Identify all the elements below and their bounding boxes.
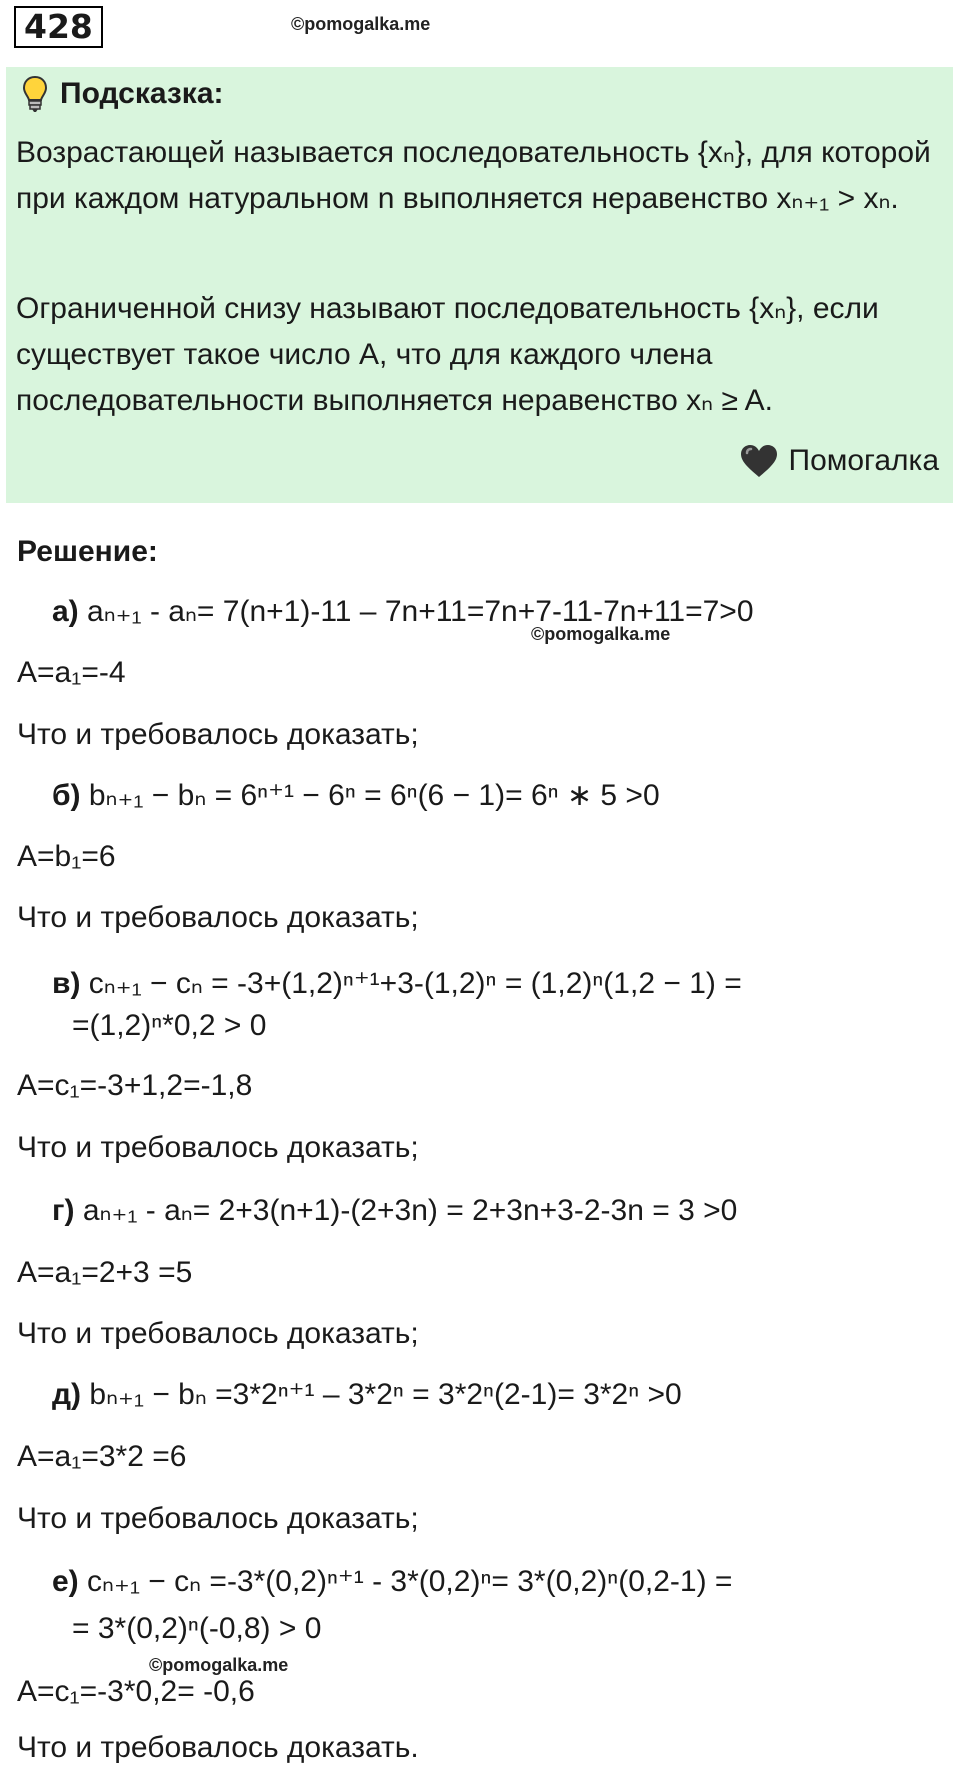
- hint-paragraph-2: Ограниченной снизу называют последовательность {xₙ}, если существует такое число A, что для каждого члена последовательности выполняется неравенство xₙ ≥ A.: [16, 292, 879, 417]
- part-f-bound: A=c₁=-3*0,2= -0,6: [17, 1675, 255, 1708]
- part-b-conclusion: Что и требовалось доказать;: [17, 901, 419, 934]
- hint-title-text: Подсказка:: [60, 77, 224, 110]
- watermark: ©pomogalka.me: [149, 1655, 289, 1675]
- part-f-formula-line1: cₙ₊₁ − cₙ =-3*(0,2)ⁿ⁺¹ - 3*(0,2)ⁿ= 3*(0,2)ⁿ(0,2-1) =: [87, 1565, 733, 1598]
- part-f-expression: [52, 1562, 732, 1602]
- part-d-label: г): [52, 1194, 75, 1227]
- hint-title: [22, 75, 224, 113]
- heart-icon: [739, 443, 779, 479]
- part-c-expression: [52, 964, 742, 1004]
- part-b-expression: [52, 776, 660, 816]
- watermark: ©pomogalka.me: [291, 14, 431, 34]
- part-f-conclusion: Что и требовалось доказать.: [17, 1731, 419, 1764]
- part-b-bound: A=b₁=6: [17, 840, 116, 873]
- part-d-expression: [52, 1191, 737, 1231]
- part-f-formula-line2: = 3*(0,2)ⁿ(-0,8) > 0: [72, 1612, 322, 1645]
- solution-title: Решение:: [17, 535, 158, 568]
- part-b-label: б): [52, 779, 81, 812]
- part-d-conclusion: Что и требовалось доказать;: [17, 1317, 419, 1350]
- part-c-bound: A=c₁=-3+1,2=-1,8: [17, 1069, 253, 1102]
- part-d-formula: aₙ₊₁ - aₙ= 2+3(n+1)-(2+3n) = 2+3n+3-2-3n = 3 >0: [82, 1194, 738, 1227]
- problem-number: 428: [14, 6, 103, 48]
- part-e-conclusion: Что и требовалось доказать;: [17, 1502, 419, 1535]
- hint-paragraph-1: Возрастающей называется последовательность {xₙ}, для которой при каждом натуральном n выполняется неравенство xₙ₊₁ > xₙ.: [16, 136, 931, 215]
- part-b-formula: bₙ₊₁ − bₙ = 6ⁿ⁺¹ − 6ⁿ = 6ⁿ(6 − 1)= 6ⁿ ∗ 5 >0: [88, 779, 660, 812]
- part-a-conclusion: Что и требовалось доказать;: [17, 718, 419, 751]
- part-a-bound: A=a₁=-4: [17, 656, 126, 689]
- part-e-bound: A=a₁=3*2 =6: [17, 1440, 187, 1473]
- part-e-formula: bₙ₊₁ − bₙ =3*2ⁿ⁺¹ – 3*2ⁿ = 3*2ⁿ(2-1)= 3*2ⁿ >0: [89, 1378, 682, 1411]
- brand: [739, 443, 940, 479]
- part-c-formula-line1: cₙ₊₁ − cₙ = -3+(1,2)ⁿ⁺¹+3-(1,2)ⁿ = (1,2)ⁿ(1,2 − 1) =: [88, 967, 742, 1000]
- part-c-conclusion: Что и требовалось доказать;: [17, 1131, 419, 1164]
- lightbulb-icon: [22, 75, 48, 113]
- part-a-label: а): [52, 595, 79, 628]
- part-a-formula: aₙ₊₁ - aₙ= 7(n+1)-11 – 7n+11=7n+7-11-7n+11=7>0: [87, 595, 754, 628]
- watermark: ©pomogalka.me: [531, 624, 671, 644]
- part-e-label: д): [52, 1378, 82, 1411]
- part-d-bound: A=a₁=2+3 =5: [17, 1256, 193, 1289]
- brand-name: Помогалка: [788, 444, 939, 477]
- part-c-label: в): [52, 967, 81, 1000]
- part-f-label: е): [52, 1565, 79, 1598]
- part-c-formula-line2: =(1,2)ⁿ*0,2 > 0: [72, 1009, 267, 1042]
- part-e-expression: [52, 1375, 682, 1415]
- hint-box: [6, 67, 953, 503]
